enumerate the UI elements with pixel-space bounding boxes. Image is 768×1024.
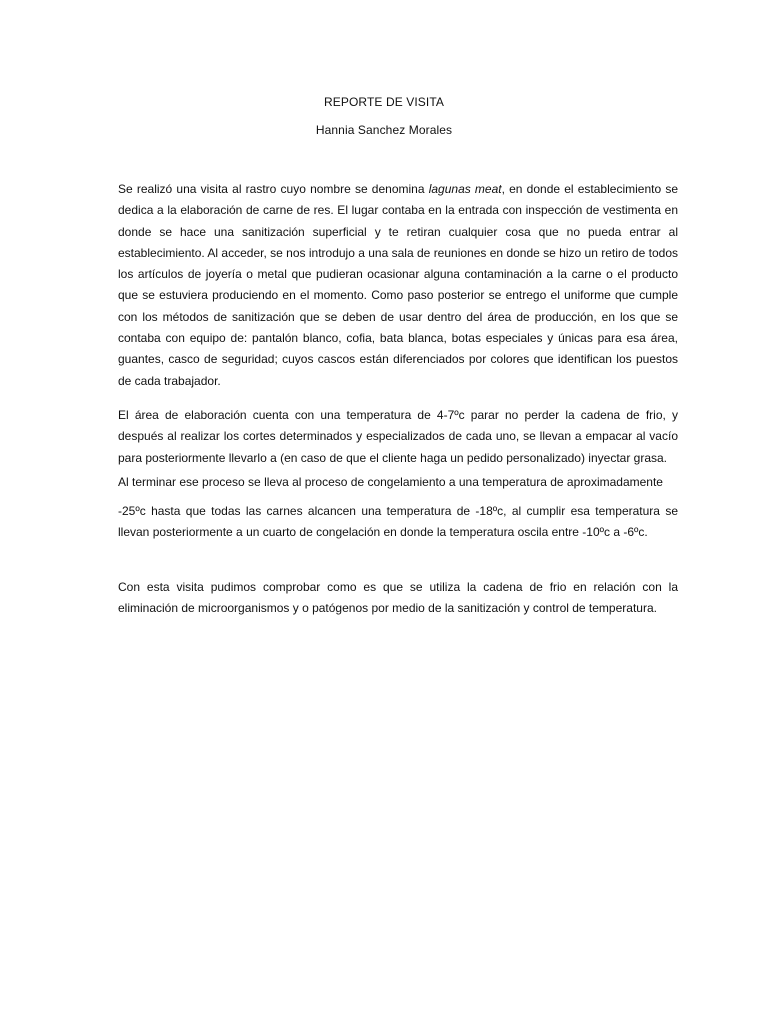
paragraph-freezing-process: Al terminar ese proceso se lleva al proceso de congelamiento a una temperatura de aproximadamente (118, 475, 663, 489)
document-author: Hannia Sanchez Morales (315, 123, 453, 137)
paragraph-visit-description (118, 179, 678, 392)
paragraph-conclusion: Con esta visita pudimos comprobar como es que se utiliza la cadena de frio en relación con la eliminación de microorganismos y o patógenos por medio de la sanitización y control de temperatura. (118, 580, 678, 616)
establishment-name: lagunas meat (428, 182, 502, 196)
paragraph-freezing-temperatures: -25ºc hasta que todas las carnes alcancen una temperatura de -18ºc, al cumplir esa temperatura se llevan posteriormente a un cuarto de congelación en donde la temperatura oscila entre -10ºc a -6ºc. (118, 504, 678, 540)
paragraph-processing-area: El área de elaboración cuenta con una temperatura de 4-7ºc parar no perder la cadena de frio, y después al realizar los cortes determinados y especializados de cada uno, se llevan a empacar al vacío para posteriormente llevarlo a (en caso de que el cliente haga un pedido personalizado) inyectar grasa. (118, 408, 678, 465)
paragraph-text: , en donde el establecimiento se dedica a la elaboración de carne de res. El lugar contaba en la entrada con inspección de vestimenta en donde se hace una sanitización superficial y te retiran cualquier cosa que no pueda entrar al establecimiento. Al acceder, se nos introdujo a una sala de reuniones en donde se hizo un retiro de todos los artículos de joyería o metal que pudieran ocasionar alguna contaminación a la carne o el producto que se estuviera produciendo en el momento. Como paso posterior se entrego el uniforme que cumple con los métodos de sanitización que se deben de usar dentro del área de producción, en los que se contaba con equipo de: pantalón blanco, cofia, bata blanca, botas especiales y únicas para esa área, guantes, casco de seguridad; cuyos cascos están diferenciados por colores que identifican los puestos de cada trabajador. (118, 182, 678, 388)
document-title: REPORTE DE VISITA (324, 95, 444, 109)
paragraph-text: Se realizó una visita al rastro cuyo nombre se denomina (118, 182, 429, 196)
